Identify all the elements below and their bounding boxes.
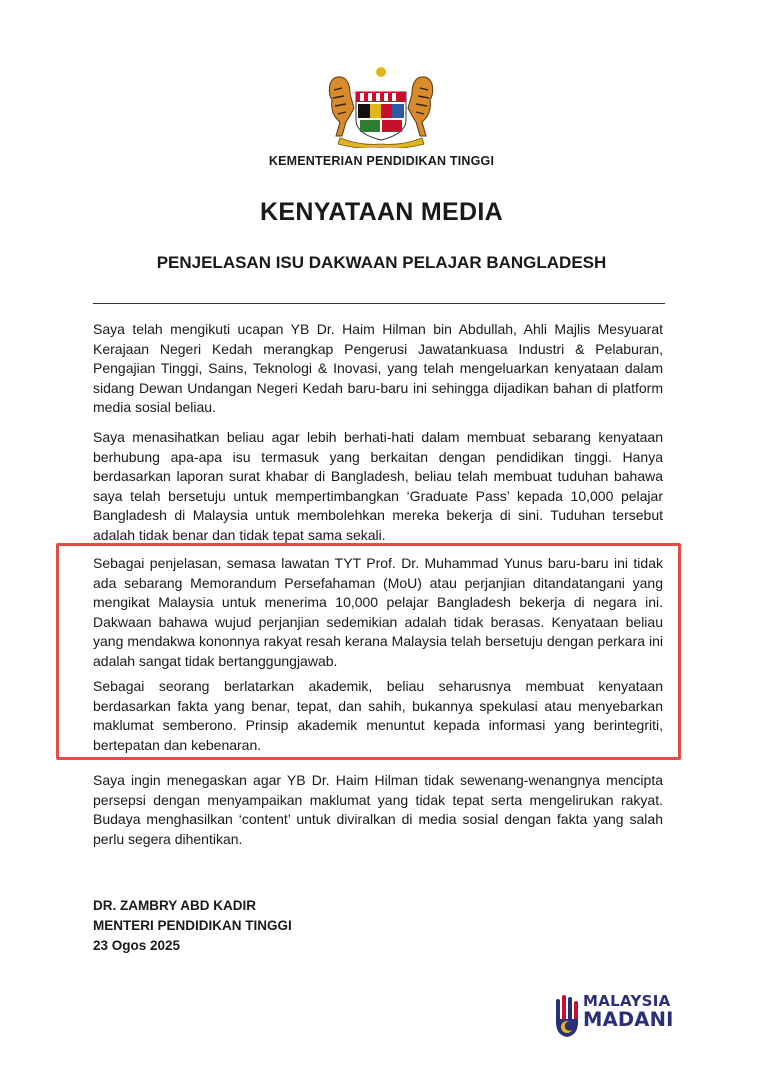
paragraph: Saya menasihatkan beliau agar lebih berhati-hati dalam membuat sebarang kenyataan berhubung apa-apa isu termasuk yang berkaitan dengan pendidikan tinggi. Hanya berdasarkan laporan surat khabar di Bangladesh, beliau telah membuat tuduhan bahawa saya telah bersetuju untuk mempertimbangkan ‘Graduate Pass’ kepada 10,000 pelajar Bangladesh di Malaysia untuk membolehkan mereka bekerja di sini. Tuduhan tersebut adalah tidak benar dan tidak tepat sama sekali.: [93, 429, 663, 543]
logo-line-madani: MADANI: [583, 1008, 674, 1031]
document-subtitle: PENJELASAN ISU DAKWAAN PELAJAR BANGLADESH: [156, 253, 607, 272]
paragraph: Sebagai penjelasan, semasa lawatan TYT Prof. Dr. Muhammad Yunus baru-baru ini tidak ada sebarang Memorandum Persefahaman (MoU) atau perjanjian ditandatangani yang mengikat Malaysia untuk menerima 10,000 pelajar Bangladesh bekerja di negara ini. Dakwaan bahawa wujud perjanjian sedemikian adalah tidak berasas. Kenyataan beliau yang mendakwa kononnya rakyat resah kerana Malaysia telah bersetuju dengan perkara ini adalah sangat tidak bertanggungjawab.: [93, 555, 663, 669]
highlight-box: [56, 543, 681, 760]
signatory-position: MENTERI PENDIDIKAN TINGGI: [93, 918, 292, 933]
ministry-name: KEMENTERIAN PENDIDIKAN TINGGI: [268, 154, 495, 168]
signatory-name: DR. ZAMBRY ABD KADIR: [93, 898, 256, 913]
malaysia-coat-of-arms-icon: [320, 64, 442, 148]
paragraph: Saya telah mengikuti ucapan YB Dr. Haim Hilman bin Abdullah, Ahli Majlis Mesyuarat Kerajaan Negeri Kedah merangkap Pengerusi Jawatankuasa Industri & Pelaburan, Pengajian Tinggi, Sains, Teknologi & Inovasi, yang telah mengeluarkan kenyataan dalam sidang Dewan Undangan Negeri Kedah baru-baru ini sehingga dijadikan bahan di platform media sosial beliau.: [93, 321, 663, 415]
malaysia-madani-hand-icon: [553, 993, 581, 1039]
paragraph: Sebagai seorang berlatarkan akademik, beliau seharusnya membuat kenyataan berdasarkan fakta yang benar, tepat, dan sahih, bukannya spekulasi atau menyebarkan maklumat semberono. Prinsip akademik menuntut kepada informasi yang berintegriti, bertepatan dan kebenaran.: [93, 678, 663, 753]
signature-block: [93, 896, 292, 956]
malaysia-madani-logo: [553, 993, 673, 1043]
logo-line-malaysia: MALAYSIA: [583, 992, 671, 1010]
document-title: KENYATAAN MEDIA: [260, 198, 503, 226]
paragraph: Saya ingin menegaskan agar YB Dr. Haim Hilman tidak sewenang-wenangnya mencipta persepsi dengan menyampaikan maklumat yang tidak tepat serta mengelirukan rakyat. Budaya menghasilkan ‘content’ untuk diviralkan di media sosial dengan fakta yang salah perlu segera dihentikan.: [93, 772, 663, 847]
title-divider: [93, 303, 665, 304]
statement-date: 23 Ogos 2025: [93, 938, 181, 953]
